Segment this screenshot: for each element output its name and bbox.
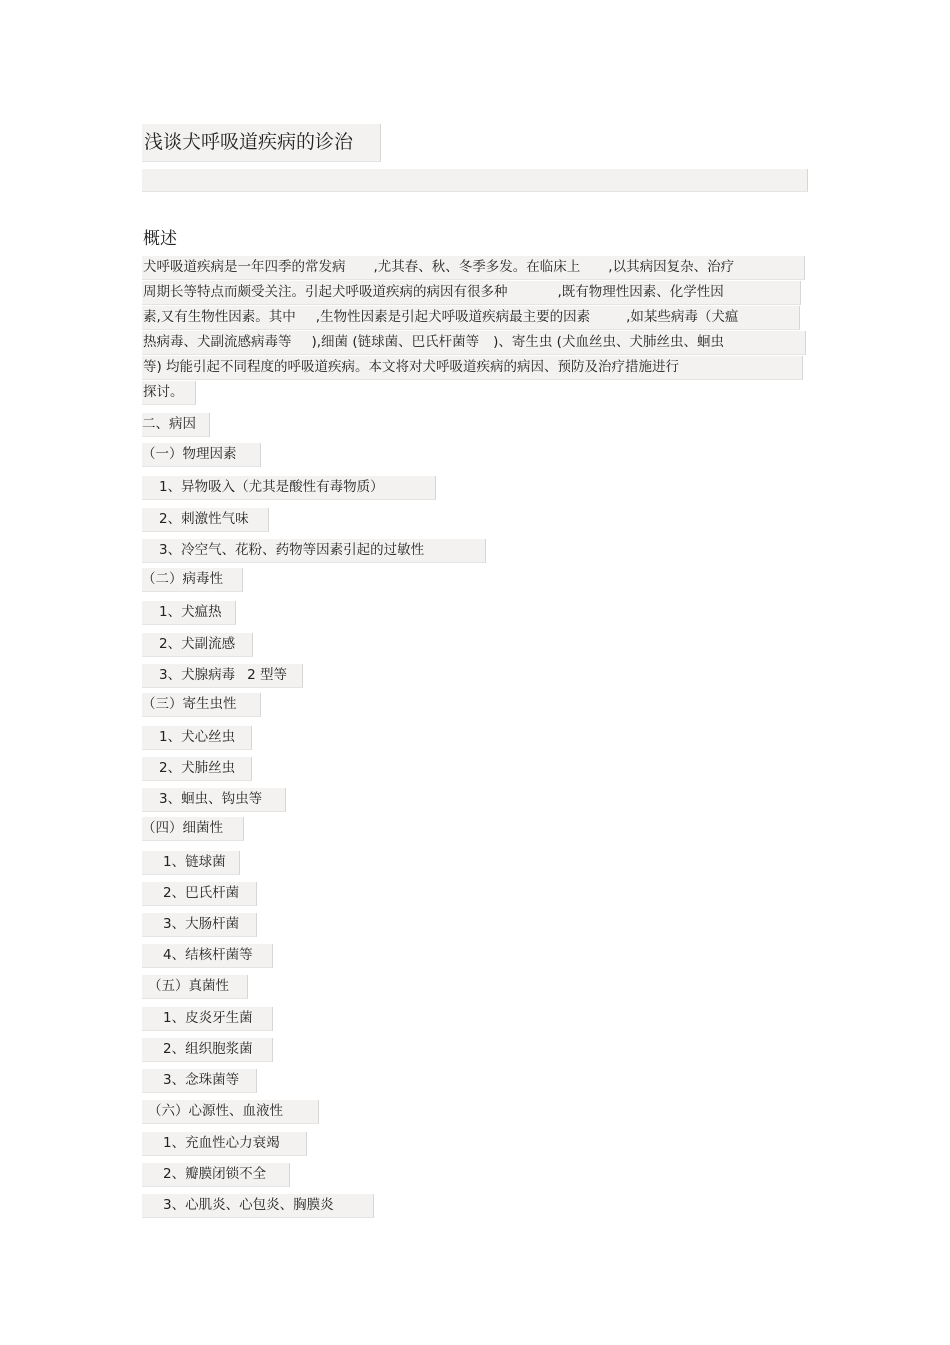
group-6-title: （六）心源性、血液性 — [142, 1100, 319, 1124]
group-2-item-3-part-2: 2 型等 — [247, 667, 287, 683]
group-2-item-2: 2、犬副流感 — [142, 633, 253, 657]
group-2-item-3 — [142, 664, 303, 688]
group-3-item-3: 3、蛔虫、钩虫等 — [142, 788, 286, 812]
group-5-item-2: 2、组织胞浆菌 — [142, 1038, 273, 1062]
group-2-title: （二）病毒性 — [142, 568, 243, 592]
section-title-causes: 二、病因 — [142, 413, 210, 437]
overview-line-1 — [142, 256, 805, 280]
group-2-item-3-part-1: 3、犬腺病毒 — [159, 667, 236, 683]
group-5-item-1: 1、皮炎牙生菌 — [142, 1007, 273, 1031]
group-5-title: （五）真菌性 — [142, 975, 248, 999]
group-4-item-4: 4、结核杆菌等 — [142, 944, 273, 968]
overview-line-2-part-2: ,既有物理性因素、化学性因 — [557, 284, 724, 300]
group-4-item-2: 2、巴氏杆菌 — [142, 882, 257, 906]
group-4-item-1: 1、链球菌 — [142, 851, 240, 875]
overview-line-2-part-1: 周期长等特点而颇受关注。引起犬呼吸道疾病的病因有很多种 — [143, 284, 508, 300]
overview-line-3 — [142, 306, 800, 330]
overview-line-2 — [142, 281, 801, 305]
overview-line-1-part-2: ,尤其春、秋、冬季多发。在临床上 — [373, 259, 581, 275]
group-3-item-1: 1、犬心丝虫 — [142, 726, 252, 750]
document-title: 浅谈犬呼吸道疾病的诊治 — [142, 124, 381, 162]
group-1-item-3: 3、冷空气、花粉、药物等因素引起的过敏性 — [142, 539, 486, 563]
group-3-item-2: 2、犬肺丝虫 — [142, 757, 252, 781]
group-3-title: （三）寄生虫性 — [142, 693, 261, 717]
group-5-item-3: 3、念珠菌等 — [142, 1069, 257, 1093]
group-6-item-1: 1、充血性心力衰竭 — [142, 1132, 307, 1156]
group-2-item-1: 1、犬瘟热 — [142, 601, 236, 625]
overview-line-4 — [142, 331, 806, 355]
overview-line-4-part-3: )、寄生虫 (犬血丝虫、犬肺丝虫、蛔虫 — [493, 334, 724, 350]
group-4-item-3: 3、大肠杆菌 — [142, 913, 257, 937]
group-1-title: （一）物理因素 — [142, 443, 261, 467]
overview-line-6-text: 探讨。 — [143, 384, 184, 400]
group-1-item-1: 1、异物吸入（尤其是酸性有毒物质） — [142, 476, 436, 500]
overview-line-3-part-2: ,生物性因素是引起犬呼吸道疾病最主要的因素 — [315, 309, 591, 325]
overview-heading: 概述 — [143, 229, 177, 249]
overview-line-5 — [142, 356, 803, 380]
overview-line-1-part-3: ,以其病因复杂、治疗 — [608, 259, 735, 275]
overview-line-6 — [142, 381, 196, 405]
overview-line-5-text: 等) 均能引起不同程度的呼吸道疾病。本文将对犬呼吸道疾病的病因、预防及治疗措施进行 — [143, 359, 680, 375]
group-6-item-3: 3、心肌炎、心包炎、胸膜炎 — [142, 1194, 374, 1218]
overview-line-4-part-2: ),细菌 (链球菌、巴氏杆菌等 — [311, 334, 480, 350]
group-6-item-2: 2、瓣膜闭锁不全 — [142, 1163, 290, 1187]
overview-line-3-part-1: 素,又有生物性因素。其中 — [143, 309, 296, 325]
overview-line-1-part-1: 犬呼吸道疾病是一年四季的常发病 — [143, 259, 346, 275]
overview-line-3-part-3: ,如某些病毒（犬瘟 — [626, 309, 739, 325]
overview-line-4-part-1: 热病毒、犬副流感病毒等 — [143, 334, 292, 350]
group-1-item-2: 2、刺激性气味 — [142, 508, 269, 532]
group-4-title: （四）细菌性 — [142, 817, 244, 841]
title-underline-band — [142, 169, 808, 192]
